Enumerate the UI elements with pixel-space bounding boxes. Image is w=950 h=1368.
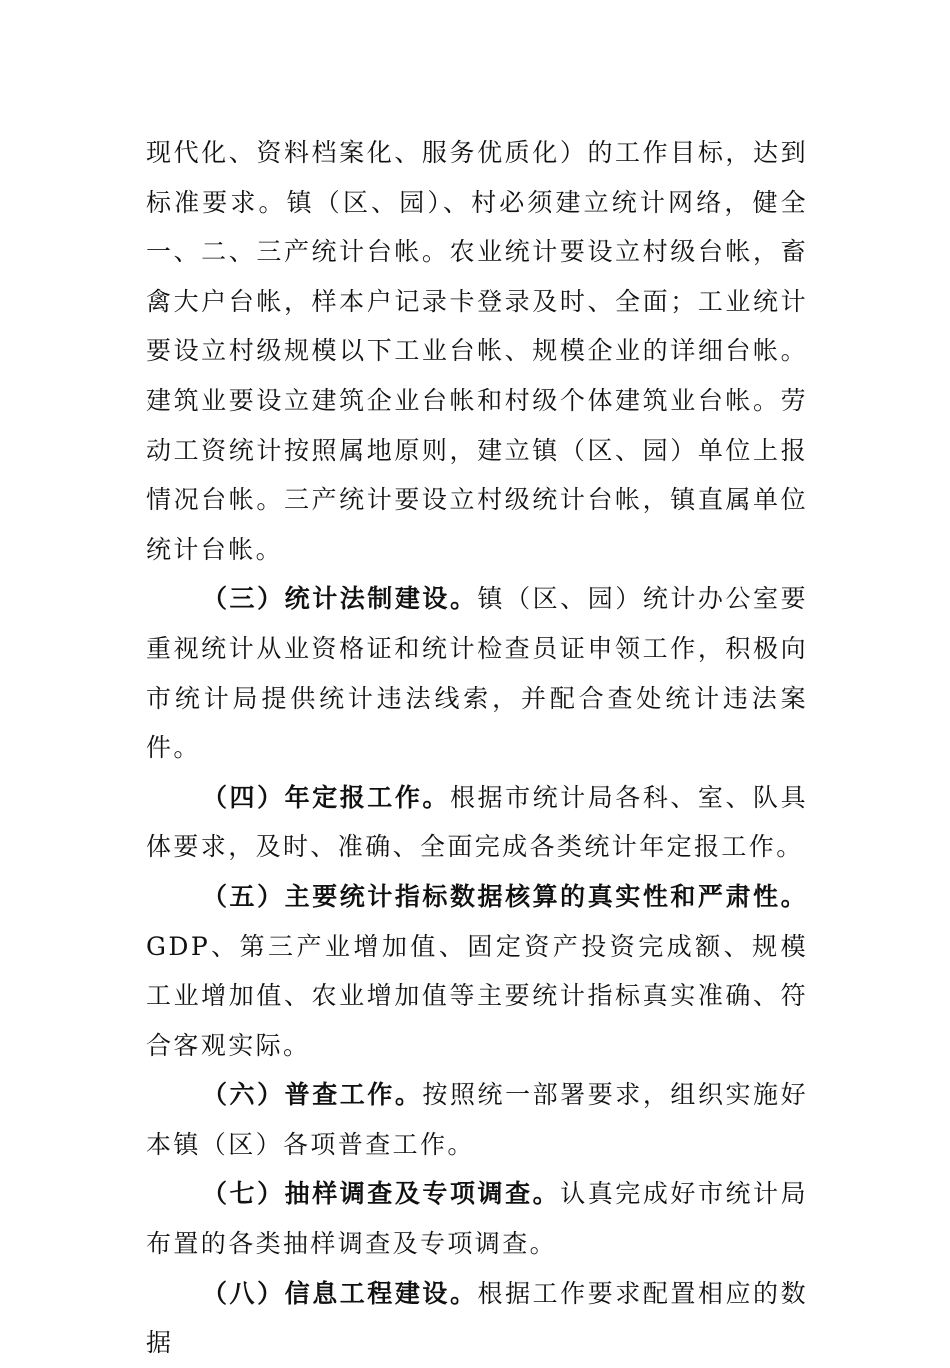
paragraph-continuation: [146, 128, 808, 574]
paragraph-sample-survey: [146, 1169, 808, 1268]
paragraph-text: 根据市统计局各科、室、队具体要求，及时、准确、全面完成各类统计年定报工作。: [146, 782, 808, 862]
paragraph-heading: （六）普查工作。: [202, 1080, 423, 1110]
paragraph-text: 根据工作要求配置相应的数据: [146, 1278, 808, 1358]
paragraph-heading: （五）主要统计指标数据核算的真实性和严肃性。: [202, 881, 808, 911]
paragraph-legal-system: [146, 574, 808, 772]
paragraph-text: 认真完成好市统计局布置的各类抽样调查及专项调查。: [146, 1179, 809, 1259]
paragraph-heading: （四）年定报工作。: [202, 782, 450, 812]
paragraph-heading: （七）抽样调查及专项调查。: [202, 1179, 561, 1209]
paragraph-heading: （八）信息工程建设。: [202, 1278, 478, 1308]
paragraph-heading: （三）统计法制建设。: [202, 584, 478, 614]
paragraph-information-engineering: [146, 1269, 808, 1368]
paragraph-census: [146, 1070, 808, 1169]
paragraph-annual-report: [146, 773, 808, 872]
document-body: [146, 128, 808, 1368]
paragraph-text: GDP、第三产业增加值、固定资产投资完成额、规模工业增加值、农业增加值等主要统计指标真实准确、符合客观实际。: [146, 931, 808, 1060]
paragraph-text: 现代化、资料档案化、服务优质化）的工作目标，达到标准要求。镇（区、园）、村必须建立统计网络，健全一、二、三产统计台帐。农业统计要设立村级台帐，畜禽大户台帐，样本户记录卡登录及时、全面；工业统计要设立村级规模以下工业台帐、规模企业的详细台帐。建筑业要设立建筑企业台帐和村级个体建筑业台帐。劳动工资统计按照属地原则，建立镇（区、园）单位上报情况台帐。三产统计要设立村级统计台帐，镇直属单位统计台帐。: [146, 138, 808, 564]
paragraph-text: 按照统一部署要求，组织实施好本镇（区）各项普查工作。: [146, 1080, 808, 1159]
paragraph-indicator-accuracy: [146, 872, 808, 1070]
paragraph-text: 镇（区、园）统计办公室要重视统计从业资格证和统计检查员证申领工作，积极向市统计局提供统计违法线索，并配合查处统计违法案件。: [146, 584, 808, 763]
